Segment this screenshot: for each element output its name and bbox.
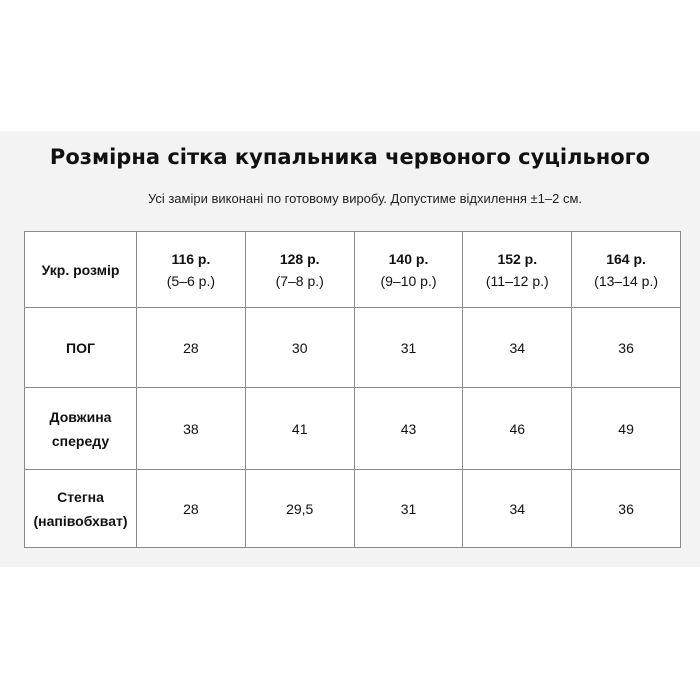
- table-cell: 36: [572, 308, 681, 388]
- row-label: Стегна (напівобхват): [25, 470, 137, 548]
- table-header-row: [25, 232, 681, 308]
- age-label: (5–6 р.): [166, 272, 216, 289]
- table-cell: 28: [137, 308, 246, 388]
- size-column-header: [245, 232, 354, 308]
- table-cell: 41: [245, 388, 354, 470]
- size-column-header: [354, 232, 463, 308]
- table-cell: 36: [572, 470, 681, 548]
- row-label: Довжина спереду: [25, 388, 137, 470]
- size-column-header: [463, 232, 572, 308]
- table-cell: 31: [354, 308, 463, 388]
- corner-header: Укр. розмір: [25, 232, 137, 308]
- table-row: [25, 388, 681, 470]
- table-cell: 31: [354, 470, 463, 548]
- table-cell: 34: [463, 470, 572, 548]
- table-cell: 38: [137, 388, 246, 470]
- size-label: 140 р.: [388, 250, 429, 267]
- size-label: 116 р.: [171, 250, 211, 267]
- size-column-header: [137, 232, 246, 308]
- table-row: [25, 308, 681, 388]
- table-cell: 49: [572, 388, 681, 470]
- row-label: ПОГ: [25, 308, 137, 388]
- size-chart-table: [24, 231, 681, 548]
- table-row: [25, 470, 681, 548]
- age-label: (7–8 р.): [275, 272, 324, 289]
- table-cell: 46: [463, 388, 572, 470]
- age-label: (11–12 р.): [485, 272, 549, 289]
- table-cell: 29,5: [245, 470, 354, 548]
- size-label: 152 р.: [497, 250, 538, 267]
- size-label: 164 р.: [606, 250, 646, 267]
- page-title: Розмірна сітка купальника червоного суцільного: [49, 145, 651, 169]
- size-column-header: [572, 232, 681, 308]
- age-label: (13–14 р.): [594, 272, 658, 289]
- table-cell: 34: [463, 308, 572, 388]
- size-label: 128 р.: [279, 250, 320, 267]
- age-label: (9–10 р.): [380, 272, 437, 289]
- table-cell: 30: [245, 308, 354, 388]
- page-subtitle: Усі заміри виконані по готовому виробу. Допустиме відхилення ±1–2 см.: [147, 191, 583, 206]
- table-cell: 28: [137, 470, 246, 548]
- table-cell: 43: [354, 388, 463, 470]
